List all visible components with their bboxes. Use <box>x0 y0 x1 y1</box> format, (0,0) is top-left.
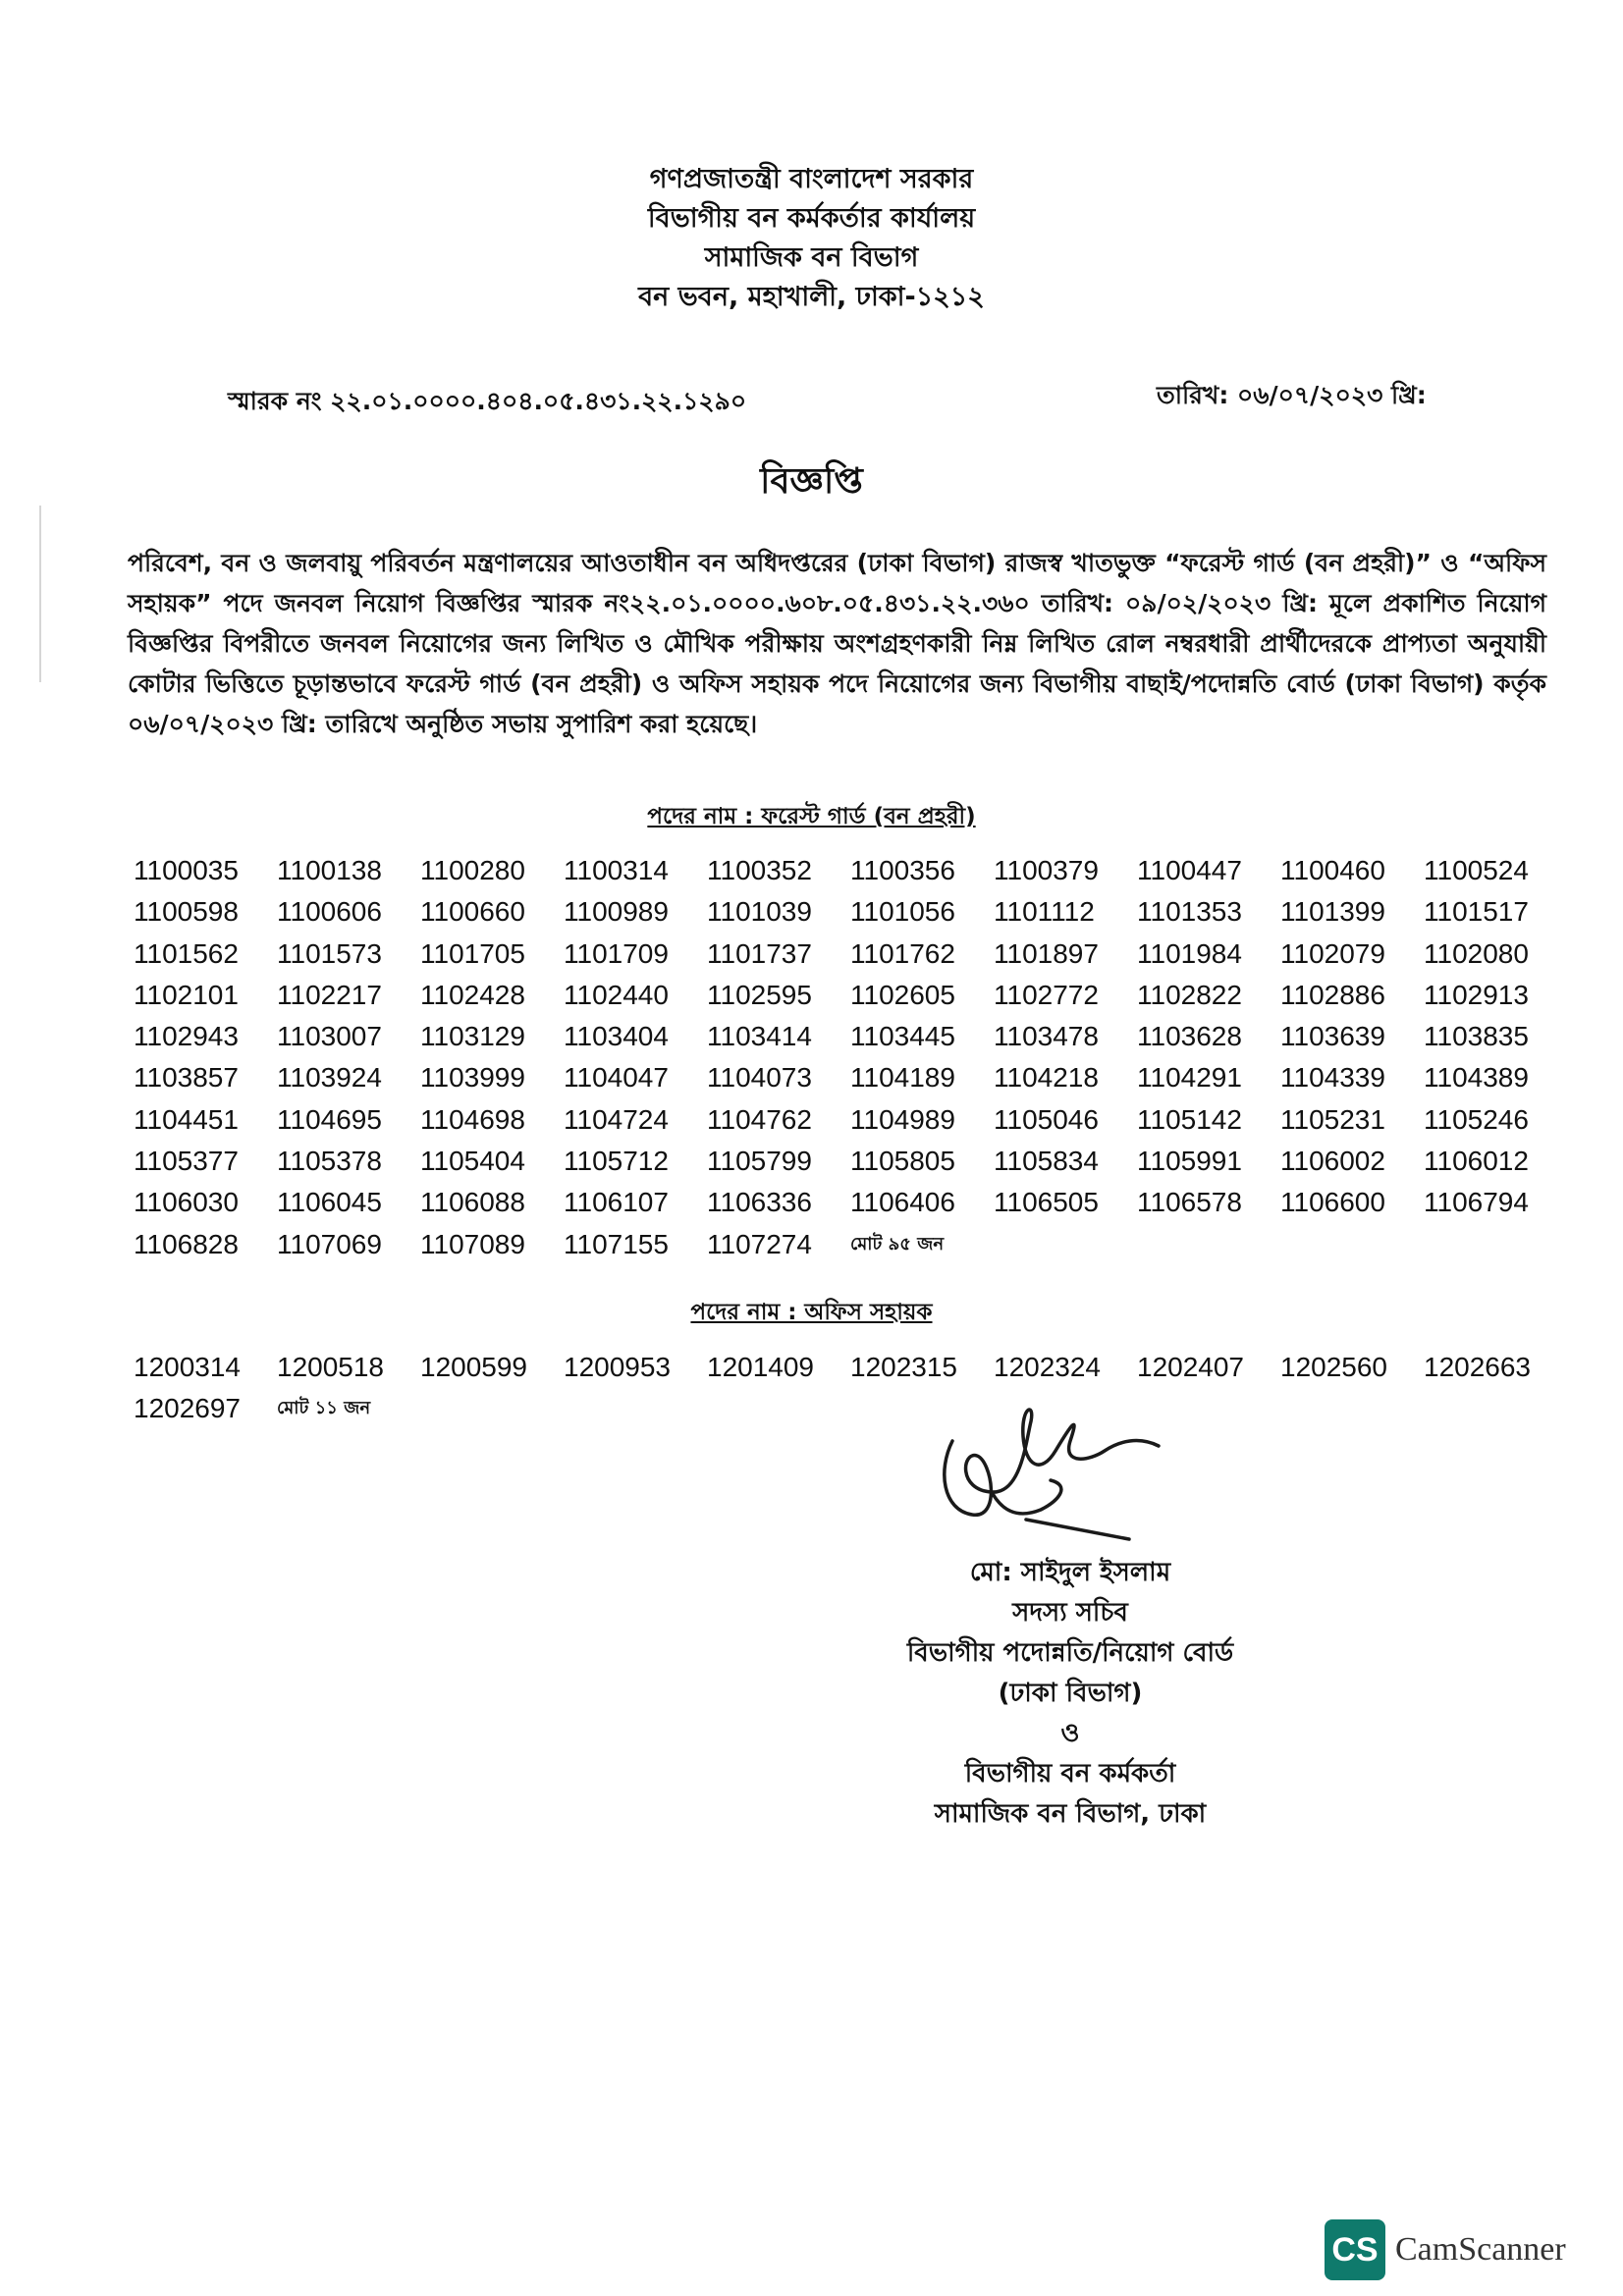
roll-number: 1202560 <box>1280 1352 1388 1382</box>
roll-number: 1104339 <box>1280 1062 1385 1094</box>
roll-number: 1104047 <box>564 1062 669 1094</box>
roll-number: 1102822 <box>1137 979 1242 1010</box>
roll-number: 1102943 <box>134 1021 239 1052</box>
roll-number: 1103445 <box>850 1021 955 1052</box>
roll-number: 1106030 <box>134 1187 239 1218</box>
roll-number: 1106406 <box>850 1187 955 1218</box>
roll-number: 1104291 <box>1137 1062 1242 1094</box>
roll-number: 1105991 <box>1137 1146 1242 1177</box>
signatory-and: ও <box>1060 1719 1080 1748</box>
roll-number: 1105799 <box>707 1146 812 1177</box>
roll-number: 1103414 <box>707 1021 812 1052</box>
signatory-officer: বিভাগীয় বন কর্মকর্তা <box>964 1759 1176 1789</box>
roll-number: 1202324 <box>994 1352 1102 1382</box>
roll-number: 1107155 <box>564 1228 669 1259</box>
issue-date: তারিখ: ০৬/০৭/২০২৩ খ্রি: <box>1157 381 1427 409</box>
roll-number: 1200599 <box>420 1352 528 1382</box>
government-name: গণপ্রজাতন্ত্রী বাংলাদেশ সরকার <box>649 164 974 194</box>
roll-number: 1106002 <box>1280 1146 1385 1177</box>
office-address: বন ভবন, মহাখালী, ঢাকা-১২১২ <box>638 282 985 312</box>
roll-number: 1104218 <box>994 1062 1099 1094</box>
roll-number: 1107274 <box>707 1228 812 1259</box>
signatory-office: সামাজিক বন বিভাগ, ঢাকা <box>934 1799 1207 1829</box>
roll-number: 1105834 <box>994 1146 1099 1177</box>
roll-number: 1200953 <box>564 1352 672 1382</box>
roll-number: 1105142 <box>1137 1103 1242 1135</box>
roll-number: 1101562 <box>134 937 239 969</box>
roll-number: 1107069 <box>277 1228 382 1259</box>
signature-image <box>933 1382 1168 1549</box>
roll-number: 1103628 <box>1137 1021 1242 1052</box>
forest-guard-heading: পদের নাম : ফরেস্ট গার্ড (বন প্রহরী) <box>647 804 976 829</box>
roll-number: 1103129 <box>420 1021 525 1052</box>
signatory-role: সদস্য সচিব <box>1012 1598 1128 1628</box>
roll-number: 1106505 <box>994 1187 1099 1218</box>
roll-number: 1104762 <box>707 1103 812 1135</box>
roll-number: 1103007 <box>277 1021 382 1052</box>
memo-number: স্মারক নং ২২.০১.০০০০.৪০৪.০৫.৪৩১.২২.১২৯০ <box>228 387 747 415</box>
roll-number: 1103835 <box>1424 1021 1529 1052</box>
roll-number: 1101984 <box>1137 937 1242 969</box>
roll-number: 1106107 <box>564 1187 669 1218</box>
roll-number: 1202663 <box>1424 1352 1532 1382</box>
roll-number: 1100356 <box>850 855 955 885</box>
roll-number: 1100314 <box>564 855 669 885</box>
roll-number: 1107089 <box>420 1228 525 1259</box>
roll-number: 1101737 <box>707 937 812 969</box>
notice-title: বিজ্ঞপ্তি <box>760 461 863 502</box>
roll-number: 1100138 <box>277 855 382 885</box>
roll-number: 1102101 <box>134 979 239 1010</box>
roll-number: 1102079 <box>1280 937 1385 969</box>
roll-number: 1102080 <box>1424 937 1529 969</box>
roll-number: 1105377 <box>134 1146 239 1177</box>
roll-number: 1100598 <box>134 896 239 928</box>
office-assistant-roll-list <box>134 1347 1567 1430</box>
roll-number: 1102217 <box>277 979 382 1010</box>
camscanner-watermark <box>1325 2219 1566 2280</box>
roll-number: 1101399 <box>1280 896 1385 928</box>
total-count: মোট ৯৫ জন <box>850 1233 945 1255</box>
roll-number: 1101573 <box>277 937 382 969</box>
roll-number: 1106578 <box>1137 1187 1242 1218</box>
roll-number: 1100035 <box>134 855 239 885</box>
roll-number: 1104695 <box>277 1103 382 1135</box>
roll-number: 1102913 <box>1424 979 1529 1010</box>
roll-number: 1101705 <box>420 937 525 969</box>
roll-number: 1105246 <box>1424 1103 1529 1135</box>
roll-number: 1100524 <box>1424 855 1529 885</box>
signatory-division: (ঢাকা বিভাগ) <box>998 1679 1143 1708</box>
roll-number: 1104389 <box>1424 1062 1529 1094</box>
roll-number: 1202697 <box>134 1393 242 1424</box>
roll-number: 1104724 <box>564 1103 669 1135</box>
roll-number: 1103857 <box>134 1062 239 1094</box>
roll-number: 1106794 <box>1424 1187 1529 1218</box>
letterhead <box>0 160 1623 317</box>
forest-guard-roll-list <box>134 850 1567 1265</box>
roll-number: 1103924 <box>277 1062 382 1094</box>
roll-number: 1103478 <box>994 1021 1099 1052</box>
roll-number: 1103639 <box>1280 1021 1385 1052</box>
roll-number: 1104698 <box>420 1103 525 1135</box>
office-assistant-heading: পদের নাম : অফিস সহায়ক <box>690 1300 933 1325</box>
roll-number: 1100460 <box>1280 855 1385 885</box>
roll-number: 1102428 <box>420 979 525 1010</box>
roll-number: 1100447 <box>1137 855 1242 885</box>
roll-number: 1105805 <box>850 1146 955 1177</box>
roll-number: 1102595 <box>707 979 812 1010</box>
roll-number: 1106828 <box>134 1228 239 1259</box>
roll-number: 1202407 <box>1137 1352 1245 1382</box>
roll-number: 1105712 <box>564 1146 669 1177</box>
roll-number: 1103999 <box>420 1062 525 1094</box>
roll-number: 1101039 <box>707 896 812 928</box>
division-name: সামাজিক বন বিভাগ <box>704 242 919 273</box>
roll-number: 1106600 <box>1280 1187 1385 1218</box>
roll-number: 1102440 <box>564 979 669 1010</box>
roll-number: 1101897 <box>994 937 1099 969</box>
roll-number: 1202315 <box>850 1352 958 1382</box>
roll-number: 1101762 <box>850 937 955 969</box>
roll-number: 1101112 <box>994 896 1095 928</box>
scan-edge-mark <box>39 506 41 682</box>
roll-number: 1100352 <box>707 855 812 885</box>
signatory-block <box>844 1553 1296 1835</box>
roll-number: 1100989 <box>564 896 669 928</box>
notice-body: পরিবেশ, বন ও জলবায়ু পরিবর্তন মন্ত্রণালয়ের আওতাধীন বন অধিদপ্তরের (ঢাকা বিভাগ) রাজস্ব খাতভুক্ত “ফরেস্ট গার্ড (বন প্রহরী)” ও “অফিস সহায়ক” পদে জনবল নিয়োগ বিজ্ঞপ্তির স্মারক নং২২.০১.০০০০.৬০৮.০৫.৪৩১.২২.৩৬০ তারিখ: ০৯/০২/২০২৩ খ্রি: মূলে প্রকাশিত নিয়োগ বিজ্ঞপ্তির বিপরীতে জনবল নিয়োগের জন্য লিখিত ও মৌখিক পরীক্ষায় অংশগ্রহণকারী নিম্ন লিখিত রোল নম্বরধারী প্রার্থীদেরকে প্রাপ্যতা অনুযায়ী কোটার ভিত্তিতে চূড়ান্তভাবে ফরেস্ট গার্ড (বন প্রহরী) ও অফিস সহায়ক পদে নিয়োগের জন্য বিভাগীয় বাছাই/পদোন্নতি বোর্ড (ঢাকা বিভাগ) কর্তৃক ০৬/০৭/২০২৩ খ্রি: তারিখে অনুষ্ঠিত সভায় সুপারিশ করা হয়েছে। <box>128 549 1546 738</box>
total-count: মোট ১১ জন <box>277 1398 371 1419</box>
camscanner-label: CamScanner <box>1395 2231 1566 2268</box>
roll-number: 1105046 <box>994 1103 1099 1135</box>
roll-number: 1102886 <box>1280 979 1385 1010</box>
roll-number: 1106088 <box>420 1187 525 1218</box>
roll-number: 1102772 <box>994 979 1099 1010</box>
roll-number: 1100280 <box>420 855 525 885</box>
roll-number: 1104451 <box>134 1103 239 1135</box>
office-name: বিভাগীয় বন কর্মকর্তার কার্যালয় <box>647 203 976 234</box>
roll-number: 1100660 <box>420 896 525 928</box>
roll-number: 1201409 <box>707 1352 815 1382</box>
signatory-board: বিভাগীয় পদোন্নতি/নিয়োগ বোর্ড <box>906 1638 1234 1668</box>
signatory-name: মো: সাইদুল ইসলাম <box>969 1558 1171 1587</box>
roll-number: 1103404 <box>564 1021 669 1052</box>
roll-number: 1101517 <box>1424 896 1529 928</box>
roll-number: 1101353 <box>1137 896 1242 928</box>
roll-number: 1104189 <box>850 1062 955 1094</box>
roll-number: 1104989 <box>850 1103 955 1135</box>
roll-number: 1101709 <box>564 937 669 969</box>
roll-number: 1101056 <box>850 896 955 928</box>
roll-number: 1105231 <box>1280 1103 1385 1135</box>
roll-number: 1106045 <box>277 1187 382 1218</box>
roll-number: 1200518 <box>277 1352 385 1382</box>
camscanner-icon: CS <box>1325 2219 1385 2280</box>
roll-number: 1106336 <box>707 1187 812 1218</box>
roll-number: 1106012 <box>1424 1146 1529 1177</box>
roll-number: 1105378 <box>277 1146 382 1177</box>
roll-number: 1104073 <box>707 1062 812 1094</box>
roll-number: 1200314 <box>134 1352 242 1382</box>
roll-number: 1102605 <box>850 979 955 1010</box>
roll-number: 1100379 <box>994 855 1099 885</box>
roll-number: 1105404 <box>420 1146 525 1177</box>
roll-number: 1100606 <box>277 896 382 928</box>
